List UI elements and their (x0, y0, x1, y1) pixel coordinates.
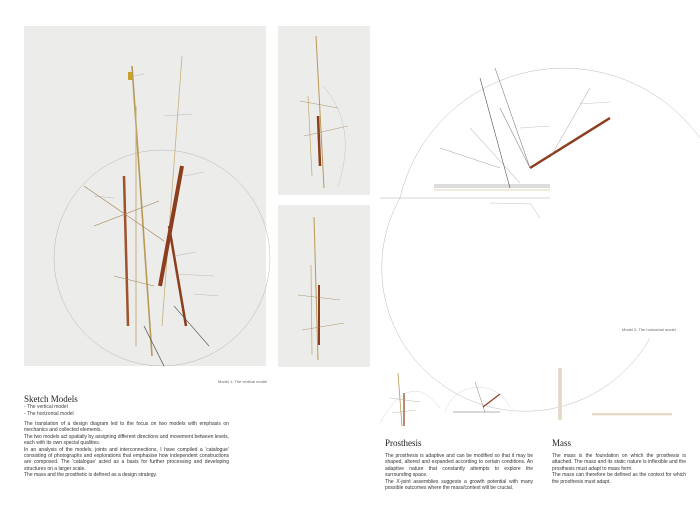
mass-p1: The mass is the foundation on which the prosthesis is attached. The mass and its static nature is inflexible and the prosthesis must adapt to mass form. (552, 453, 686, 472)
sketch-models-p1: The translation of a design diagram led to the focus on two models with emphasis on mechanics and collected elements. (24, 421, 229, 434)
sketch-models-section (24, 394, 266, 479)
vertical-model-caption: Model 1: The vertical model (218, 379, 268, 384)
horizontal-orbit-top (400, 68, 700, 198)
vertical-model-sketch (24, 26, 266, 366)
mass-p2: The mass can therefore be defined as the context for which the prosthesis must adapt. (552, 472, 686, 485)
vertical-model-detail-bottom-sketch (278, 205, 370, 367)
sketch-models-sub-vertical: - The vertical model (24, 404, 68, 410)
prosthesis-p1: The prosthesis is adaptive and can be modified so that it may be shaped, altered and expanded according to certain conditions. An adaptive nature that constantly attempts to explore the surrounding space. (385, 453, 533, 479)
horizontal-model-drawing (380, 18, 680, 338)
prosthesis-p2: The X-joint assemblies suggests a growth potential with many possible outcomes where the mass/context will be crucial. (385, 478, 533, 492)
vertical-model-detail-top (278, 26, 370, 195)
vertical-model-photo (24, 26, 266, 366)
sketch-models-p2: The two models act spatially by assigning different directions and movement between levels, each with its own special qualities. (24, 433, 229, 447)
mass-section (552, 438, 686, 485)
sketch-models-p4: The mass and the prosthetic is defined as a design strategy. (24, 472, 158, 479)
vertical-model-detail-bottom (278, 205, 370, 367)
sketch-models-title: Sketch Models (24, 394, 78, 404)
sketch-models-sub-horizontal: - The horizontal model (24, 410, 74, 417)
sketch-models-p3: In an analysis of the models, joints and interconnections, I have compiled a ‘catalogue’ consisting of photographs and explorations that emphasise how independent constructions are composed. The ‘catalogue’ acted as a basis for further processing and developing structures on a larger scale. (24, 446, 229, 472)
orbit-line (54, 150, 270, 366)
prosthesis-section (385, 438, 533, 491)
vertical-model-detail-top-sketch (278, 26, 370, 195)
horizontal-model-caption: Model 2: The horizontal model (622, 327, 676, 332)
prosthesis-title: Prosthesis (385, 438, 422, 448)
mass-title: Mass (552, 438, 572, 448)
mass-drawings (552, 366, 682, 426)
prosthesis-drawing-2 (445, 372, 510, 427)
mass-horizontal-block (592, 413, 672, 416)
prosthesis-drawing-1 (380, 368, 440, 428)
